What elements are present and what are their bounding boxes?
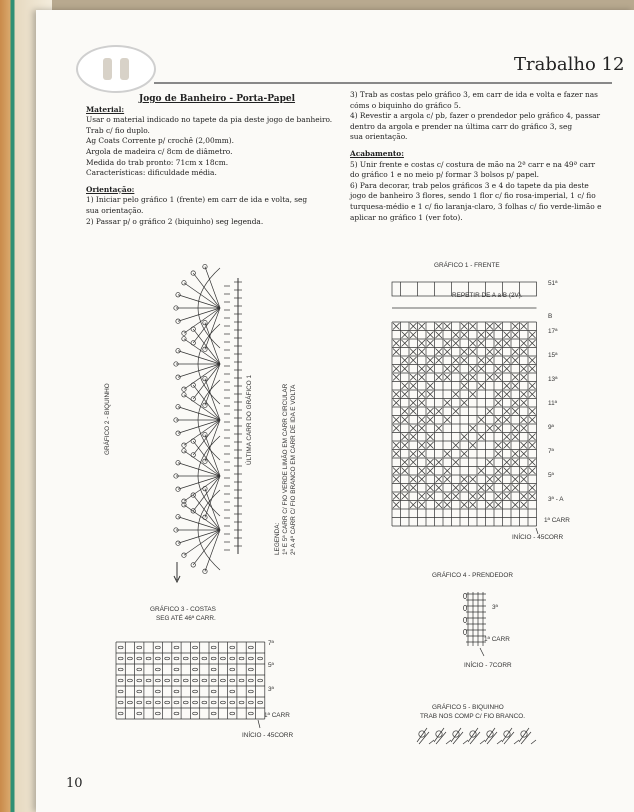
chart3-chain-stitch: [118, 690, 123, 693]
chart3-chain-stitch: [248, 657, 253, 660]
chart2-picot: [203, 432, 207, 436]
chart2-picot: [176, 349, 180, 353]
page: [36, 10, 634, 812]
chart2-fan-stitch: [193, 385, 220, 420]
chart2-picot: [182, 281, 186, 285]
chart2-picot: [203, 376, 207, 380]
chart2-fan-stitch: [205, 489, 220, 530]
chart2-fan-stitch: [193, 441, 220, 476]
chart2-picot: [203, 264, 207, 268]
chart3-row-label: 7ª: [268, 640, 274, 647]
chart3-chain-stitch: [137, 701, 142, 704]
chart4-chain-stitch: [463, 605, 466, 610]
instruction-line: dentro da argola e prender na última carr do gráfico 3, seg: [350, 121, 573, 131]
chart3-row-label: 5ª: [268, 662, 274, 669]
chart2-diagram: [136, 268, 256, 598]
chart3-chain-stitch: [239, 701, 244, 704]
chart3-row-label: 1ª CARR: [264, 712, 290, 719]
chart3-chain-stitch: [165, 701, 170, 704]
finishing-line: turquesa-médio e 1 c/ fio laranja-claro, 3 folhas c/ fio verde-limão e: [350, 201, 602, 211]
chart3-row-label: 3ª: [268, 686, 274, 693]
chart3-chain-stitch: [146, 679, 151, 682]
chart3-chain-stitch: [230, 679, 235, 682]
chart3-chain-stitch: [248, 701, 253, 704]
chart4-title: GRÁFICO 4 - PRENDEDOR: [432, 572, 513, 579]
chart4-diagram: [462, 586, 492, 658]
chart5-stitch: [531, 740, 536, 744]
chart3-chain-stitch: [193, 679, 198, 682]
material-heading: Material:: [86, 104, 125, 114]
chart2-fan-stitch: [193, 273, 220, 308]
finishing-line: jogo de banheiro 3 flores, sendo 1 flor c/ fio rosa-imperial, 1 c/ fio: [350, 191, 596, 201]
chart3-chain-stitch: [221, 701, 226, 704]
chart2-fan-stitch: [205, 476, 220, 517]
chart4-row-label: 3ª: [492, 604, 498, 611]
chart3-chain-stitch: [183, 657, 188, 660]
chart5-stitch: [487, 732, 497, 744]
chart3-chain-stitch: [174, 657, 179, 660]
chart3-chain-stitch: [221, 657, 226, 660]
orientation-line: sua orientação.: [86, 205, 144, 215]
finishing-line: aplicar no gráfico 1 (ver foto).: [350, 212, 463, 222]
chart2-fan-stitch: [184, 476, 220, 501]
material-line: Ag Coats Corrente p/ crochê (2,00mm).: [86, 136, 234, 146]
chart5-stitch: [453, 732, 463, 744]
chart3-chain-stitch: [211, 646, 216, 649]
chart3-chain-stitch: [137, 657, 142, 660]
chart3-chain-stitch: [174, 646, 179, 649]
chart3-chain-stitch: [174, 712, 179, 715]
material-line: Medida do trab pronto: 71cm x 18cm.: [86, 157, 229, 167]
chart2-picot: [203, 347, 207, 351]
chart2-fan-stitch: [178, 517, 220, 530]
chart3-chain-stitch: [211, 701, 216, 704]
chart2-picot: [176, 293, 180, 297]
chart1-row-label: 1ª CARR: [544, 517, 570, 524]
chart2-fan-stitch: [193, 308, 220, 343]
chart1-start-label: INÍCIO - 45CORR: [512, 534, 564, 541]
chart1-diagram: [386, 272, 546, 534]
chart2-fan-stitch: [178, 530, 220, 543]
chart5-stitch: [436, 732, 446, 744]
chart1-row-label: 7ª: [548, 448, 554, 455]
chart2-picot: [182, 443, 186, 447]
material-line: Trab c/ fio duplo.: [86, 125, 150, 135]
chart1-row-label: B: [548, 313, 553, 320]
header-rule: [154, 82, 612, 84]
chart3-chain-stitch: [202, 701, 207, 704]
chart3-chain-stitch: [183, 701, 188, 704]
article-title: Jogo de Banheiro - Porta-Papel: [138, 94, 296, 104]
chart3-chain-stitch: [146, 701, 151, 704]
chart2-picot: [182, 393, 186, 397]
finishing-line: 5) Unir frente e costas c/ costura de mão na 2ª carr e na 49ª carr: [350, 159, 596, 169]
chart2-fan-stitch: [178, 308, 220, 321]
chart3-chain-stitch: [118, 646, 123, 649]
chart3-chain-stitch: [193, 657, 198, 660]
chart3-chain-stitch: [193, 701, 198, 704]
chart3-chain-stitch: [155, 690, 160, 693]
chart3-chain-stitch: [248, 668, 253, 671]
material-line: Argola de madeira c/ 8cm de diâmetro.: [86, 146, 233, 156]
chart3-chain-stitch: [128, 701, 133, 704]
chart3-subtitle: SEG ATÉ 46ª CARR.: [156, 615, 216, 622]
chart1-row-label: 13ª: [548, 376, 558, 383]
chart3-start-arrow: [258, 720, 260, 728]
chart4-start-label: INÍCIO - 7CORR: [464, 662, 512, 669]
chart4-chain-stitch: [463, 629, 466, 634]
chart3-chain-stitch: [137, 646, 142, 649]
chart3-chain-stitch: [137, 712, 142, 715]
chart1-row-label: 51ª: [548, 280, 558, 287]
chart5-stitch: [446, 740, 451, 744]
orientation-line: 2) Passar p/ o gráfico 2 (biquinho) seg legenda.: [86, 216, 264, 226]
chart3-chain-stitch: [248, 646, 253, 649]
page-title: Trabalho 12: [514, 54, 625, 75]
chart3-chain-stitch: [248, 712, 253, 715]
chart2-picot: [182, 449, 186, 453]
chart2-title: GRÁFICO 2 - BIQUINHO: [104, 383, 111, 455]
chart3-chain-stitch: [155, 679, 160, 682]
chart4-row-label: 1ª CARR: [484, 636, 510, 643]
chart5-subtitle: TRAB NOS COMP C/ FIO BRANCO.: [420, 713, 525, 720]
finishing-line: do gráfico 1 e no meio p/ formar 3 bolsos p/ papel.: [350, 170, 540, 180]
magazine-logo: [76, 45, 156, 93]
chart3-chain-stitch: [193, 668, 198, 671]
chart3-chain-stitch: [174, 668, 179, 671]
chart3-chain-stitch: [118, 679, 123, 682]
instruction-line: 4) Revestir a argola c/ pb, fazer o prendedor pelo gráfico 4, passar: [350, 111, 601, 121]
chart1-title: GRÁFICO 1 - FRENTE: [434, 262, 500, 269]
chart3-chain-stitch: [193, 690, 198, 693]
chart3-title: GRÁFICO 3 - COSTAS: [150, 606, 216, 613]
chart2-picot: [203, 486, 207, 490]
chart3-chain-stitch: [230, 646, 235, 649]
chart3-chain-stitch: [211, 690, 216, 693]
chart3-chain-stitch: [193, 646, 198, 649]
chart3-chain-stitch: [258, 701, 263, 704]
chart3-chain-stitch: [211, 668, 216, 671]
chart3-chain-stitch: [239, 657, 244, 660]
chart5-stitch: [521, 732, 531, 744]
chart2-picot: [182, 337, 186, 341]
chart3-chain-stitch: [174, 701, 179, 704]
chart3-chain-stitch: [230, 668, 235, 671]
chart3-chain-stitch: [258, 679, 263, 682]
chart1-row-label: 11ª: [548, 400, 557, 407]
chart2-legend-line: 1ª E 5ª CARR C/ FIO VERDE LIMÃO EM CARR CIRCULAR: [282, 383, 289, 555]
chart3-chain-stitch: [155, 657, 160, 660]
orientation-line: 1) Iniciar pelo gráfico 1 (frente) em carr de ida e volta, seg: [86, 195, 308, 205]
chart2-fan-stitch: [193, 329, 220, 364]
chart2-fan-stitch: [184, 530, 220, 555]
chart5-stitch: [470, 732, 480, 744]
chart3-chain-stitch: [165, 657, 170, 660]
chart3-chain-stitch: [118, 701, 123, 704]
chart2-fan-stitch: [205, 267, 220, 308]
chart2-fan-stitch: [178, 351, 220, 364]
chart2-fan-stitch: [178, 476, 220, 489]
chart3-chain-stitch: [118, 657, 123, 660]
chart3-chain-stitch: [211, 679, 216, 682]
chart2-fan-stitch: [193, 420, 220, 455]
chart3-chain-stitch: [202, 679, 207, 682]
right-text-column: [350, 90, 622, 223]
chart3-chain-stitch: [230, 712, 235, 715]
chart1-repeat-label: REPETIR DE A a B (2V).: [452, 292, 523, 299]
chart3-chain-stitch: [183, 679, 188, 682]
chart3-chain-stitch: [230, 690, 235, 693]
chart2-picot: [203, 459, 207, 463]
chart5-stitch: [463, 740, 468, 744]
chart3-chain-stitch: [211, 657, 216, 660]
chart3-chain-stitch: [221, 679, 226, 682]
chart3-diagram: [108, 634, 272, 728]
left-text-column: [86, 94, 348, 227]
chart3-chain-stitch: [137, 679, 142, 682]
chart2-fan-stitch: [205, 530, 220, 571]
chart3-chain-stitch: [230, 701, 235, 704]
chart2-fan-stitch: [178, 463, 220, 476]
chart3-chain-stitch: [137, 668, 142, 671]
chart5-title: GRÁFICO 5 - BIQUINHO: [432, 704, 504, 711]
arrow-down-icon: [172, 562, 182, 584]
chart1-row-label: 3ª - A: [548, 496, 564, 503]
chart5-diagram: [412, 722, 542, 750]
chart2-picot: [176, 515, 180, 519]
instruction-line: sua orientação.: [350, 132, 408, 142]
chart2-fan-stitch: [184, 283, 220, 308]
chart3-chain-stitch: [202, 657, 207, 660]
chart2-fan-stitch: [178, 364, 220, 377]
chart3-chain-stitch: [193, 712, 198, 715]
chart3-chain-stitch: [155, 646, 160, 649]
chart5-stitch: [429, 740, 434, 744]
chart2-last-row-label: ÚLTIMA CARR DO GRÁFICO 1: [246, 374, 253, 465]
finishing-line: 6) Para decorar, trab pelos gráficos 3 e 4 do tapete da pia deste: [350, 180, 589, 190]
chart3-chain-stitch: [248, 690, 253, 693]
chart3-chain-stitch: [211, 712, 216, 715]
chart2-picot: [203, 320, 207, 324]
chart1-row-label: 17ª: [548, 328, 558, 335]
finishing-heading: Acabamento:: [350, 148, 404, 158]
orientation-heading: Orientação:: [86, 184, 135, 194]
chart3-chain-stitch: [174, 690, 179, 693]
chart2-picot: [203, 515, 207, 519]
chart4-start-arrow: [480, 648, 484, 656]
chart5-stitch: [504, 732, 514, 744]
chart3-chain-stitch: [118, 712, 123, 715]
chart2-fan-stitch: [193, 530, 220, 565]
material-line: Características: dificuldade média.: [86, 168, 217, 178]
chart1-row-label: 9ª: [548, 424, 554, 431]
chart2-picot: [176, 319, 180, 323]
chart1-row-label: 15ª: [548, 352, 558, 359]
material-line: Usar o material indicado no tapete da pia deste jogo de banheiro.: [86, 115, 333, 125]
chart3-chain-stitch: [230, 657, 235, 660]
chart5-stitch: [497, 740, 502, 744]
chart5-stitch: [514, 740, 519, 744]
chart3-chain-stitch: [165, 679, 170, 682]
chart2-legend-line: 2ª A 4ª CARR C/ FIO BRANCO EM CARR DE IDA E VOLTA: [290, 384, 297, 555]
chart2-picot: [182, 553, 186, 557]
chart3-chain-stitch: [128, 657, 133, 660]
chart2-legend-title: LEGENDA:: [274, 522, 281, 555]
chart5-stitch: [480, 740, 485, 744]
chart5-stitch: [419, 732, 429, 744]
chart3-chain-stitch: [239, 679, 244, 682]
chart3-chain-stitch: [137, 690, 142, 693]
chart3-chain-stitch: [248, 679, 253, 682]
chart2-picot: [176, 375, 180, 379]
chart3-chain-stitch: [174, 679, 179, 682]
chart2-fan-stitch: [178, 420, 220, 433]
chart2-fan-stitch: [193, 364, 220, 399]
chart2-fan-stitch: [178, 407, 220, 420]
instruction-line: cóms o biquinho do gráfico 5.: [350, 100, 461, 110]
chart2-picot: [182, 387, 186, 391]
chart4-chain-stitch: [463, 617, 466, 622]
chart2-picot: [203, 403, 207, 407]
chart3-chain-stitch: [128, 679, 133, 682]
chart3-chain-stitch: [118, 668, 123, 671]
chart3-chain-stitch: [146, 657, 151, 660]
chart3-chain-stitch: [155, 712, 160, 715]
chart3-start-label: INÍCIO - 45CORR: [242, 732, 294, 739]
chart2-fan-stitch: [184, 505, 220, 530]
chart3-chain-stitch: [155, 701, 160, 704]
chart3-chain-stitch: [258, 657, 263, 660]
chart4-chain-stitch: [463, 593, 466, 598]
chart2-picot: [182, 331, 186, 335]
chart2-picot: [191, 563, 195, 567]
instruction-line: 3) Trab as costas pelo gráfico 3, em carr de ida e volta e fazer nas: [350, 90, 598, 99]
chart3-chain-stitch: [155, 668, 160, 671]
chart1-row-label: 5ª: [548, 472, 554, 479]
chart2-fan-stitch: [178, 295, 220, 308]
page-number: 10: [66, 776, 83, 791]
